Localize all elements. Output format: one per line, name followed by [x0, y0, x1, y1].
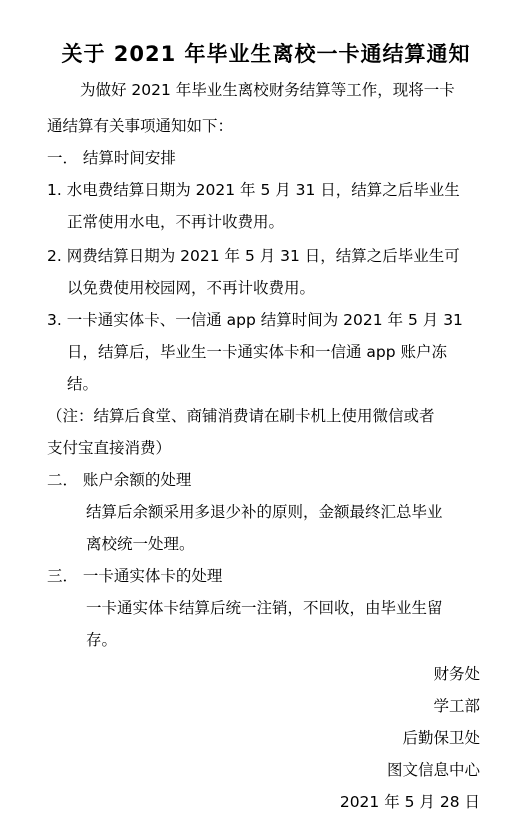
- section-3-heading: 三． 一卡通实体卡的处理: [47, 567, 223, 585]
- section-2-line-2: 离校统一处理。: [86, 535, 195, 553]
- section-3-line-1: 一卡通实体卡结算后统一注销，不回收，由毕业生留: [86, 599, 443, 617]
- signature-library-info-center: 图文信息中心: [386, 761, 480, 779]
- section-3-line-2: 存。: [86, 631, 118, 649]
- item-2-line-2: 以免费使用校园网，不再计收费用。: [67, 279, 316, 297]
- section-2-heading: 二． 账户余额的处理: [47, 471, 192, 489]
- signature-finance: 财务处: [433, 665, 480, 683]
- item-2-line-1: 2. 网费结算日期为 2021 年 5 月 31 日，结算之后毕业生可: [47, 247, 460, 265]
- note-line-2: 支付宝直接消费）: [47, 439, 172, 457]
- section-2-line-1: 结算后余额采用多退少补的原则，金额最终汇总毕业: [86, 503, 443, 521]
- document-title: 关于 2021 年毕业生离校一卡通结算通知: [61, 42, 471, 66]
- item-3-line-3: 结。: [67, 375, 99, 393]
- item-1-line-2: 正常使用水电，不再计收费用。: [67, 213, 285, 231]
- item-1-line-1: 1. 水电费结算日期为 2021 年 5 月 31 日，结算之后毕业生: [47, 181, 460, 199]
- document-date: 2021 年 5 月 28 日: [339, 793, 480, 811]
- note-line-1: （注：结算后食堂、商铺消费请在刷卡机上使用微信或者: [47, 407, 435, 425]
- intro-line-1: 为做好 2021 年毕业生离校财务结算等工作，现将一卡: [80, 81, 455, 99]
- signature-student-affairs: 学工部: [433, 697, 480, 715]
- section-1-heading: 一． 结算时间安排: [47, 149, 176, 167]
- item-3-line-2: 日，结算后，毕业生一卡通实体卡和一信通 app 账户冻: [67, 343, 448, 361]
- signature-logistics-security: 后勤保卫处: [402, 729, 480, 747]
- intro-line-2: 通结算有关事项通知如下：: [47, 117, 234, 135]
- item-3-line-1: 3. 一卡通实体卡、一信通 app 结算时间为 2021 年 5 月 31: [47, 311, 463, 329]
